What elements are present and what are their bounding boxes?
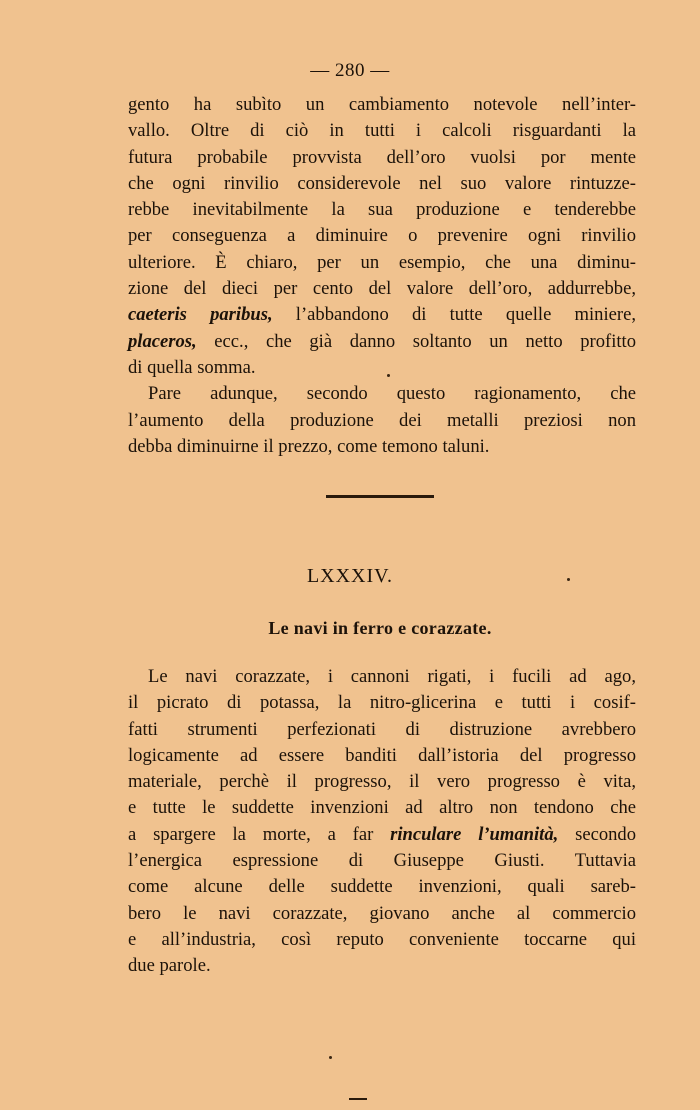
text-line: l’aumento della produzione dei metalli preziosi non xyxy=(128,409,636,431)
text-fragment: secondo xyxy=(558,823,637,845)
text-line xyxy=(128,822,636,848)
text-line: Le navi corazzate, i cannoni rigati, i fucili ad ago, xyxy=(148,666,636,687)
ink-speck xyxy=(567,578,570,581)
chapter-number: LXXXIV. xyxy=(306,565,394,587)
text-line: futura probabile provvista dell’oro vuolsi por mente xyxy=(128,146,636,168)
text-block-bottom xyxy=(128,664,636,980)
text-line: debba diminuirne il prezzo, come temono taluni. xyxy=(128,435,490,457)
text-line: come alcune delle suddette invenzioni, quali sareb- xyxy=(128,876,636,898)
section-divider xyxy=(326,495,434,498)
text-block-top xyxy=(128,92,636,460)
text-line: per conseguenza a diminuire o prevenire ogni rinvilio xyxy=(128,225,636,247)
text-line: fatti strumenti perfezionati di distruzione avrebbero xyxy=(128,718,636,740)
text-line: che ogni rinvilio considerevole nel suo valore rintuzze- xyxy=(128,172,636,194)
footer-mark xyxy=(349,1098,367,1100)
latin-phrase: caeteris paribus, xyxy=(128,304,273,326)
text-line: il picrato di potassa, la nitro-glicerina e tutti i cosif- xyxy=(128,692,636,714)
paragraph xyxy=(128,381,636,460)
text-line: rebbe inevitabilmente la sua produzione e tenderebbe xyxy=(128,199,636,221)
text-line: l’energica espressione di Giuseppe Giusti. Tuttavia xyxy=(128,850,636,872)
ink-speck xyxy=(329,1056,332,1059)
text-line: e all’industria, così reputo conveniente toccarne qui xyxy=(128,928,636,950)
text-fragment: a spargere la morte, a far xyxy=(128,823,391,845)
text-fragment: l’abbandono di tutte quelle miniere, xyxy=(272,304,636,326)
text-line: gento ha subìto un cambiamento notevole nell’inter- xyxy=(128,94,636,115)
text-line: ulteriore. È chiaro, per un esempio, che una diminu- xyxy=(128,251,636,273)
text-line: Pare adunque, secondo questo ragionamento, che xyxy=(148,383,636,405)
chapter-title: Le navi in ferro e corazzate. xyxy=(268,618,492,638)
spanish-term: placeros, xyxy=(128,330,197,352)
text-line: zione del dieci per cento del valore dell’oro, addurrebbe, xyxy=(128,278,636,300)
text-fragment: ecc., che già danno soltanto un netto profitto xyxy=(196,330,636,352)
text-line xyxy=(128,329,636,355)
text-line: vallo. Oltre di ciò in tutti i calcoli risguardanti la xyxy=(128,120,636,142)
text-line: materiale, perchè il progresso, il vero progresso è vita, xyxy=(128,771,636,793)
paragraph xyxy=(128,664,636,980)
text-line: logicamente ad essere banditi dall’istoria del progresso xyxy=(128,744,636,766)
text-line xyxy=(128,302,636,328)
text-line: due parole. xyxy=(128,955,211,977)
page-number: — 280 — xyxy=(310,60,390,81)
text-line: e tutte le suddette invenzioni ad altro non tendono che xyxy=(128,797,636,819)
ink-speck xyxy=(387,374,390,377)
paragraph xyxy=(128,92,636,381)
quoted-phrase: rinculare l’umanità, xyxy=(390,823,559,845)
text-line: bero le navi corazzate, giovano anche al commercio xyxy=(128,902,636,924)
text-line: di quella somma. xyxy=(128,356,256,378)
